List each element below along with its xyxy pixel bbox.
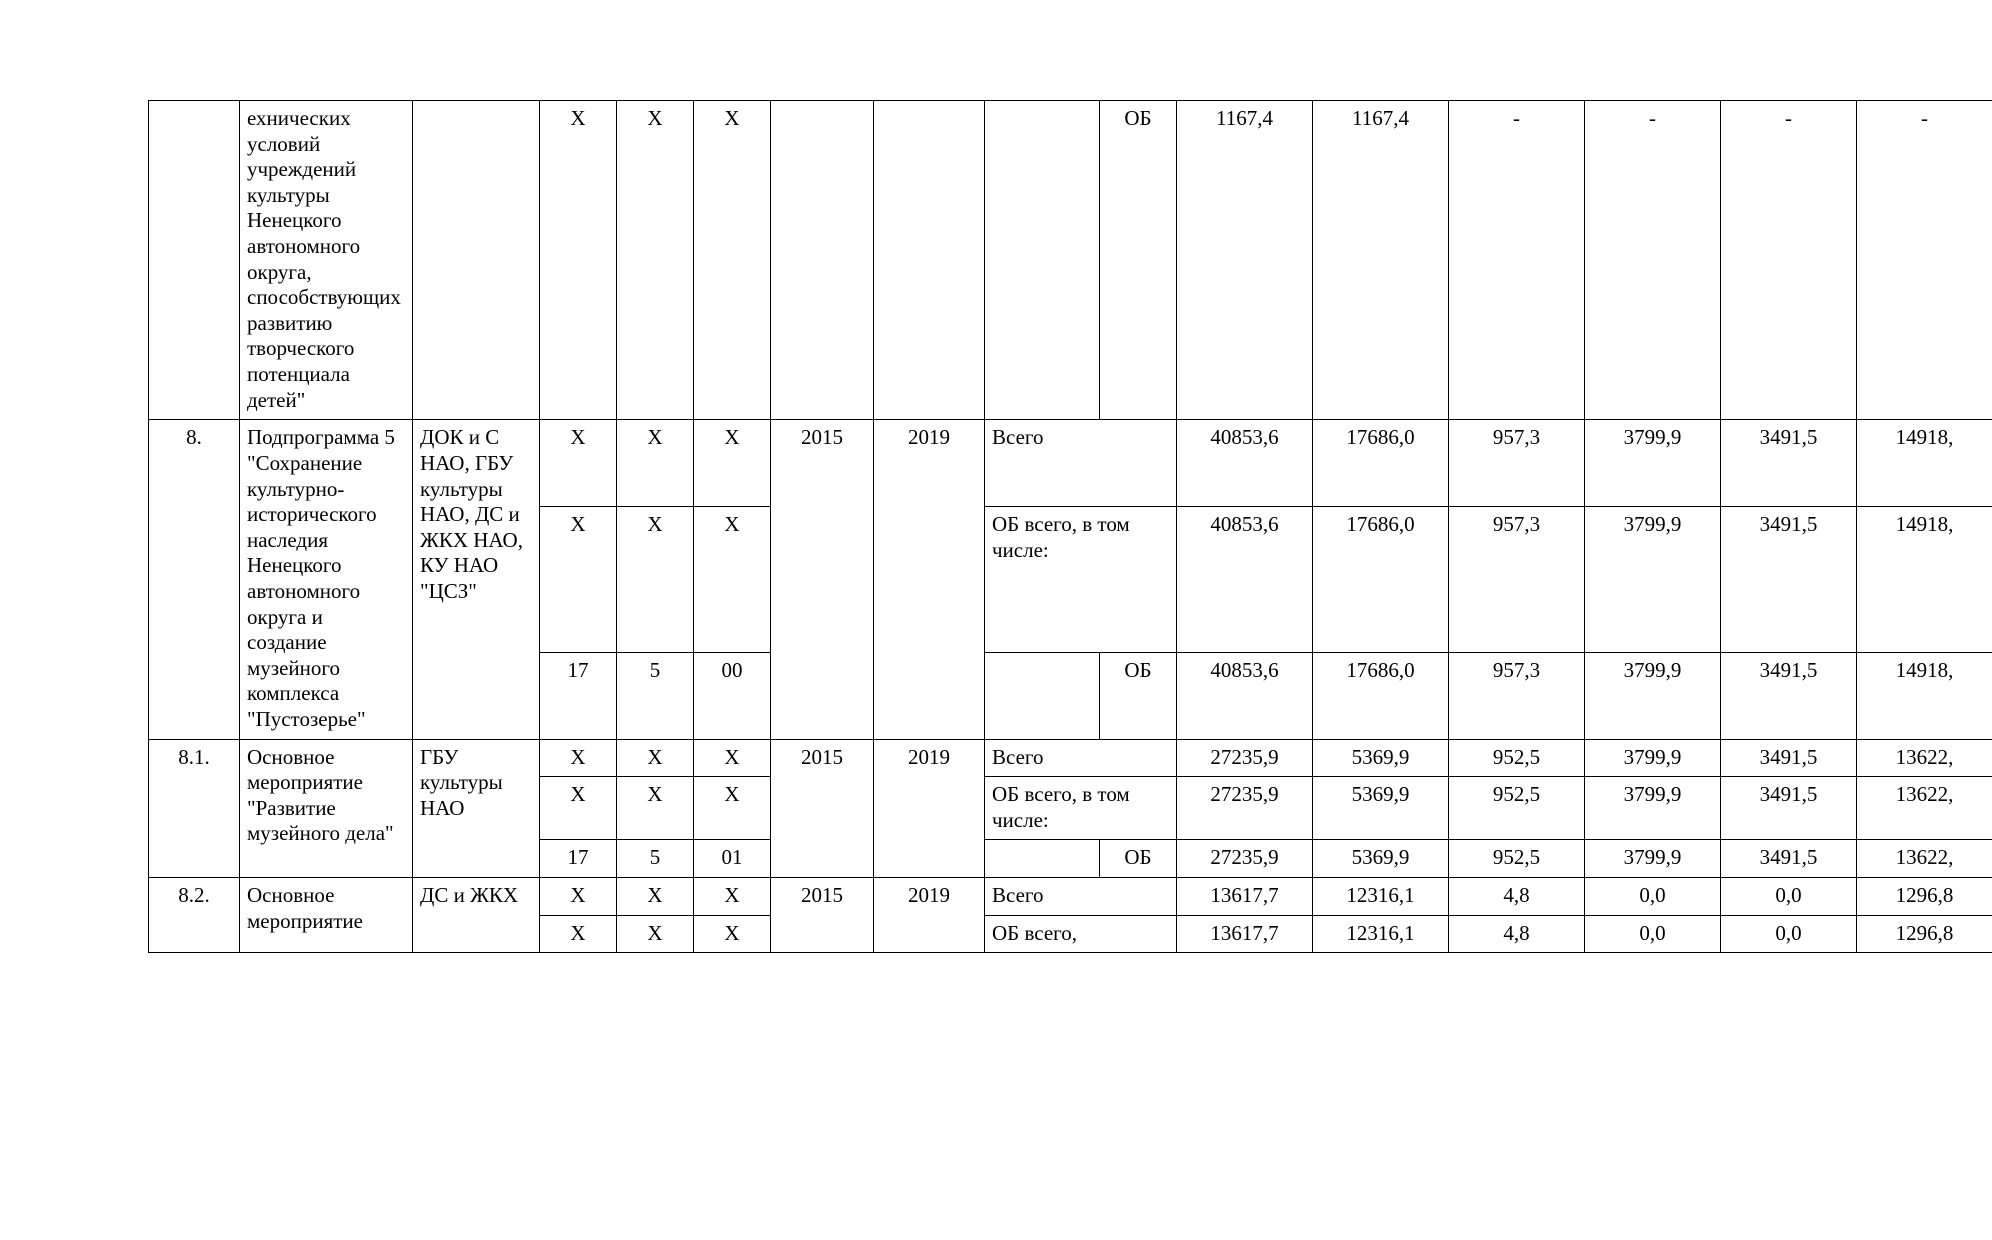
- table-body: [149, 101, 1992, 953]
- cell-year-start: 2015: [771, 878, 874, 953]
- cell-code-1: Х: [540, 101, 617, 420]
- cell-amount-y5: 1296,8: [1857, 915, 1992, 953]
- cell-year-end: [874, 101, 985, 420]
- cell-code-3: Х: [694, 739, 771, 777]
- cell-source-sub: ОБ: [1100, 101, 1177, 420]
- cell-code-2: Х: [617, 507, 694, 653]
- cell-amount-y1: 17686,0: [1313, 420, 1449, 507]
- cell-amount-y5: 14918,: [1857, 507, 1992, 653]
- cell-name: Основное мероприятие: [240, 878, 413, 953]
- cell-source-sub: ОБ: [1100, 652, 1177, 739]
- cell-source: Всего: [985, 420, 1177, 507]
- table-row: [149, 739, 1992, 777]
- cell-amount-y3: 3799,9: [1585, 840, 1721, 878]
- cell-amount-y1: 1167,4: [1313, 101, 1449, 420]
- cell-amount-total: 40853,6: [1177, 507, 1313, 653]
- cell-amount-y3: 3799,9: [1585, 420, 1721, 507]
- cell-number: [149, 101, 240, 420]
- cell-source: Всего: [985, 739, 1177, 777]
- cell-amount-y3: 3799,9: [1585, 507, 1721, 653]
- cell-amount-y2: 957,3: [1449, 507, 1585, 653]
- cell-source: ОБ всего, в том числе:: [985, 507, 1177, 653]
- cell-code-1: 17: [540, 840, 617, 878]
- cell-source: [985, 101, 1100, 420]
- cell-amount-y3: 0,0: [1585, 915, 1721, 953]
- cell-year-end: 2019: [874, 878, 985, 953]
- cell-amount-y4: 3491,5: [1721, 777, 1857, 840]
- cell-amount-total: 13617,7: [1177, 915, 1313, 953]
- cell-amount-y1: 17686,0: [1313, 652, 1449, 739]
- cell-amount-y5: 14918,: [1857, 420, 1992, 507]
- cell-year-end: 2019: [874, 739, 985, 877]
- cell-year-end: 2019: [874, 420, 985, 739]
- cell-amount-y2: 4,8: [1449, 878, 1585, 916]
- cell-amount-y1: 5369,9: [1313, 739, 1449, 777]
- cell-executor: ДС и ЖКХ: [413, 878, 540, 953]
- cell-source: Всего: [985, 878, 1177, 916]
- cell-amount-y3: 3799,9: [1585, 652, 1721, 739]
- cell-executor: [413, 101, 540, 420]
- table-container: [148, 100, 1954, 953]
- cell-amount-y2: 952,5: [1449, 777, 1585, 840]
- cell-code-2: Х: [617, 915, 694, 953]
- cell-code-3: 01: [694, 840, 771, 878]
- cell-code-3: Х: [694, 915, 771, 953]
- cell-amount-total: 40853,6: [1177, 652, 1313, 739]
- cell-name: Подпрограмма 5 "Сохранение культурно-исторического наследия Ненецкого автономного округа и создание музейного комплекса "Пустозерье": [240, 420, 413, 739]
- cell-executor: ГБУ культуры НАО: [413, 739, 540, 877]
- cell-amount-y4: 3491,5: [1721, 840, 1857, 878]
- cell-executor: ДОК и С НАО, ГБУ культуры НАО, ДС и ЖКХ НАО, КУ НАО "ЦСЗ": [413, 420, 540, 739]
- cell-code-1: Х: [540, 420, 617, 507]
- cell-code-3: 00: [694, 652, 771, 739]
- cell-amount-y3: 0,0: [1585, 878, 1721, 916]
- cell-amount-y2: 952,5: [1449, 840, 1585, 878]
- cell-source-sub: ОБ: [1100, 840, 1177, 878]
- cell-source: [985, 652, 1100, 739]
- cell-year-start: 2015: [771, 420, 874, 739]
- cell-amount-y1: 5369,9: [1313, 777, 1449, 840]
- cell-amount-total: 1167,4: [1177, 101, 1313, 420]
- cell-code-1: Х: [540, 878, 617, 916]
- cell-amount-y1: 17686,0: [1313, 507, 1449, 653]
- cell-amount-total: 27235,9: [1177, 840, 1313, 878]
- cell-code-2: Х: [617, 101, 694, 420]
- cell-code-2: 5: [617, 840, 694, 878]
- cell-amount-y4: 0,0: [1721, 878, 1857, 916]
- cell-amount-y1: 12316,1: [1313, 878, 1449, 916]
- cell-code-2: Х: [617, 420, 694, 507]
- table-row: [149, 878, 1992, 916]
- cell-number: 8.1.: [149, 739, 240, 877]
- cell-amount-y5: 13622,: [1857, 840, 1992, 878]
- cell-source: [985, 840, 1100, 878]
- cell-amount-total: 40853,6: [1177, 420, 1313, 507]
- cell-amount-total: 27235,9: [1177, 777, 1313, 840]
- cell-code-3: Х: [694, 878, 771, 916]
- cell-amount-y4: 0,0: [1721, 915, 1857, 953]
- cell-amount-y4: -: [1721, 101, 1857, 420]
- table-row: [149, 101, 1992, 420]
- cell-amount-y2: 4,8: [1449, 915, 1585, 953]
- cell-amount-y4: 3491,5: [1721, 739, 1857, 777]
- cell-amount-y5: 13622,: [1857, 739, 1992, 777]
- cell-year-start: [771, 101, 874, 420]
- table-row: [149, 420, 1992, 507]
- cell-source: ОБ всего,: [985, 915, 1177, 953]
- cell-code-3: Х: [694, 507, 771, 653]
- cell-amount-y2: 957,3: [1449, 420, 1585, 507]
- cell-code-1: Х: [540, 777, 617, 840]
- cell-amount-y2: -: [1449, 101, 1585, 420]
- cell-amount-total: 27235,9: [1177, 739, 1313, 777]
- cell-amount-y3: 3799,9: [1585, 739, 1721, 777]
- cell-code-2: 5: [617, 652, 694, 739]
- cell-amount-y3: 3799,9: [1585, 777, 1721, 840]
- cell-amount-y1: 5369,9: [1313, 840, 1449, 878]
- cell-code-1: Х: [540, 739, 617, 777]
- cell-amount-y4: 3491,5: [1721, 652, 1857, 739]
- cell-name: ехнических условий учреждений культуры Ненецкого автономного округа, способствующих развитию творческого потенциала детей": [240, 101, 413, 420]
- cell-name: Основное мероприятие "Развитие музейного дела": [240, 739, 413, 877]
- cell-code-3: Х: [694, 420, 771, 507]
- cell-code-2: Х: [617, 777, 694, 840]
- cell-code-2: Х: [617, 739, 694, 777]
- cell-amount-y5: -: [1857, 101, 1992, 420]
- cell-amount-y5: 14918,: [1857, 652, 1992, 739]
- cell-number: 8.2.: [149, 878, 240, 953]
- cell-code-1: 17: [540, 652, 617, 739]
- cell-amount-y5: 1296,8: [1857, 878, 1992, 916]
- cell-amount-y2: 952,5: [1449, 739, 1585, 777]
- cell-amount-y4: 3491,5: [1721, 507, 1857, 653]
- cell-code-1: Х: [540, 507, 617, 653]
- cell-source: ОБ всего, в том числе:: [985, 777, 1177, 840]
- cell-amount-y1: 12316,1: [1313, 915, 1449, 953]
- cell-amount-y3: -: [1585, 101, 1721, 420]
- cell-amount-y2: 957,3: [1449, 652, 1585, 739]
- cell-code-3: Х: [694, 777, 771, 840]
- cell-code-3: Х: [694, 101, 771, 420]
- cell-amount-total: 13617,7: [1177, 878, 1313, 916]
- cell-amount-y4: 3491,5: [1721, 420, 1857, 507]
- cell-number: 8.: [149, 420, 240, 739]
- cell-code-1: Х: [540, 915, 617, 953]
- cell-year-start: 2015: [771, 739, 874, 877]
- program-financing-table: [148, 100, 1992, 953]
- cell-code-2: Х: [617, 878, 694, 916]
- cell-amount-y5: 13622,: [1857, 777, 1992, 840]
